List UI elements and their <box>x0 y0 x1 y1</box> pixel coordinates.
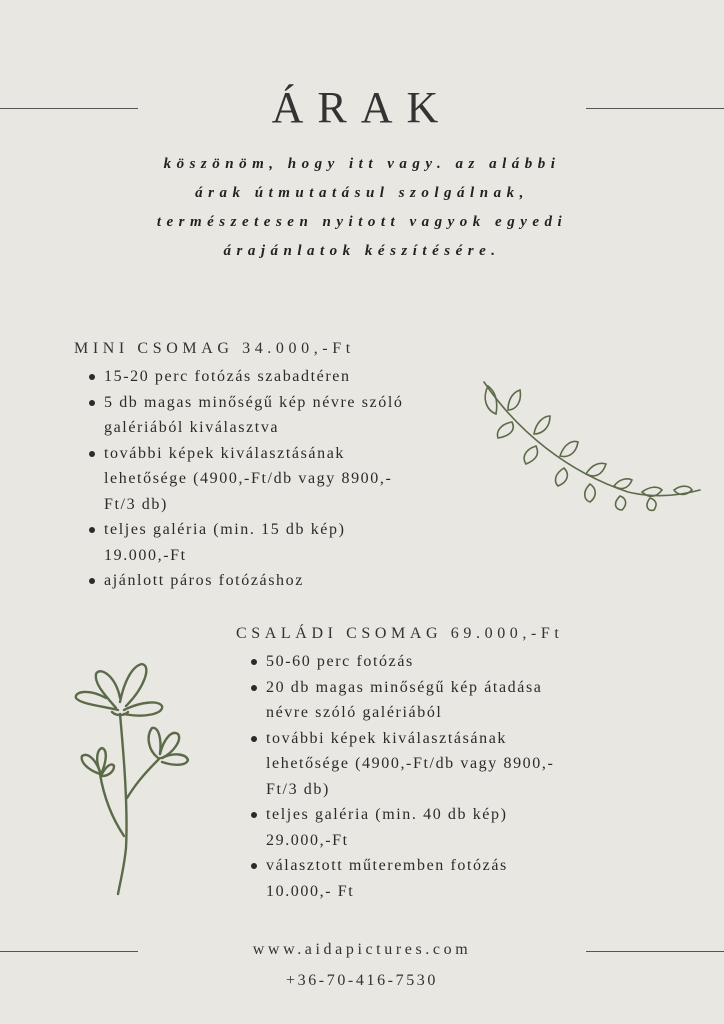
list-item-line: 19.000,-Ft <box>104 546 187 564</box>
list-item-line: teljes galéria (min. 15 db kép) <box>104 521 346 538</box>
list-item-line: 10.000,- Ft <box>266 882 355 900</box>
flower-icon <box>66 658 196 898</box>
list-item-line: galériából kiválasztva <box>104 419 280 436</box>
list-item-line: névre szóló galériából <box>266 704 443 721</box>
list-item-line: 15-20 perc fotózás szabadtéren <box>104 368 351 385</box>
list-item <box>86 568 486 594</box>
list-item-line: további képek kiválasztásának <box>104 444 345 462</box>
list-item-line: lehetősége (4900,-Ft/db vagy 8900,- <box>266 755 555 772</box>
list-item <box>86 517 486 568</box>
list-item <box>248 853 688 904</box>
mini-package-title: MINI CSOMAG 34.000,-Ft <box>74 340 355 357</box>
list-item-line: Ft/3 db) <box>266 780 330 798</box>
list-item <box>248 802 688 853</box>
mini-package-list <box>86 364 486 594</box>
page-title: ÁRAK <box>271 83 453 132</box>
intro-line: árak útmutatásul szolgálnak, <box>195 185 529 201</box>
leaf-branch-icon <box>478 372 708 532</box>
list-item-line: 50-60 perc fotózás <box>266 653 414 670</box>
list-item-line: 20 db magas minőségű kép átadása <box>266 678 543 696</box>
intro-line: köszönöm, hogy itt vagy. az alábbi <box>163 156 561 172</box>
list-item-line: lehetősége (4900,-Ft/db vagy 8900,- <box>104 470 393 487</box>
phone-number: +36-70-416-7530 <box>285 972 438 989</box>
intro-line: árajánlatok készítésére. <box>223 243 501 259</box>
list-item-line: Ft/3 db) <box>104 495 168 513</box>
list-item-line: további képek kiválasztásának <box>266 729 507 747</box>
list-item <box>86 364 486 390</box>
list-item <box>248 726 688 803</box>
family-package-title: CSALÁDI CSOMAG 69.000,-Ft <box>236 625 564 642</box>
list-item <box>86 441 486 518</box>
website-link[interactable]: www.aidapictures.com <box>252 941 472 958</box>
list-item <box>248 649 688 675</box>
list-item-line: 5 db magas minőségű kép névre szóló <box>104 393 404 411</box>
family-package-list <box>248 649 688 904</box>
list-item-line: választott műteremben fotózás <box>266 857 508 874</box>
list-item-line: 29.000,-Ft <box>266 831 349 849</box>
list-item-line: ajánlott páros fotózáshoz <box>104 572 304 589</box>
intro-text <box>120 150 604 266</box>
intro-line: természetesen nyitott vagyok egyedi <box>156 214 568 230</box>
list-item-line: teljes galéria (min. 40 db kép) <box>266 806 508 823</box>
list-item <box>86 390 486 441</box>
list-item <box>248 675 688 726</box>
